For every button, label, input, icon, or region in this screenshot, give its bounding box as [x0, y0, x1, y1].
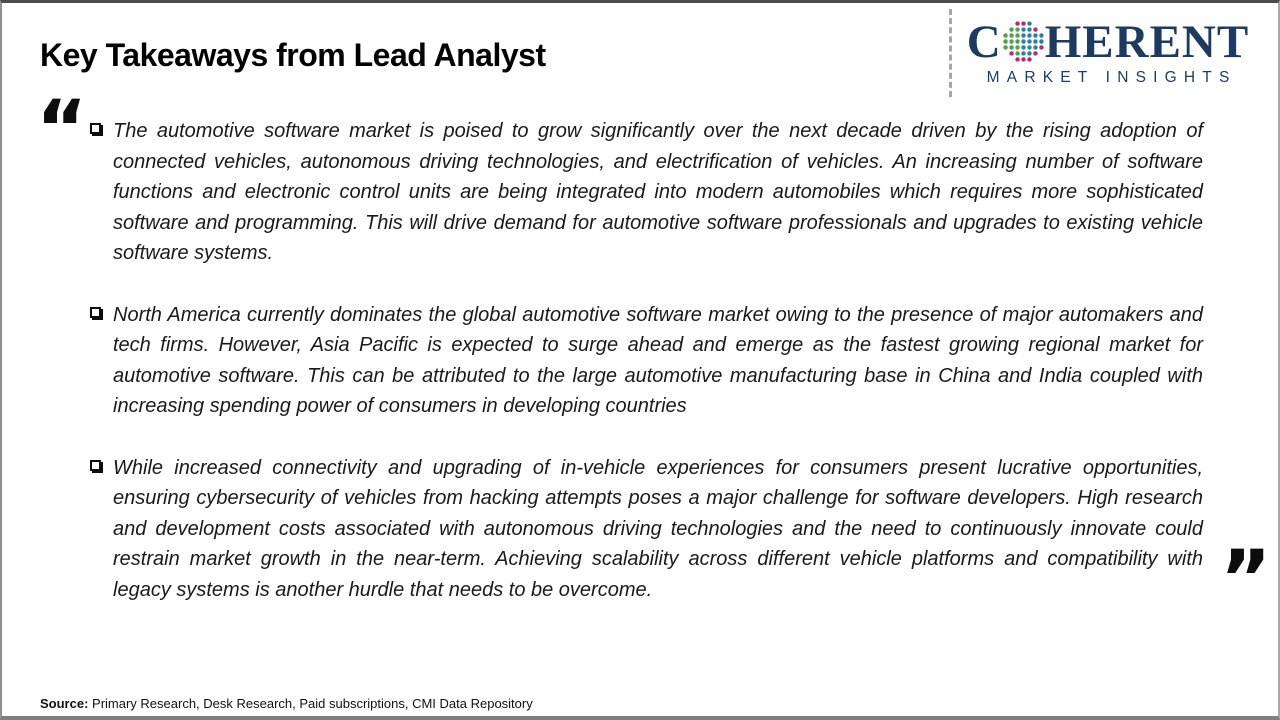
brand-tagline: MARKET INSIGHTS	[986, 69, 1237, 86]
source-line	[40, 696, 533, 711]
open-quote-icon: “	[36, 85, 88, 175]
checkbox-bullet-icon	[90, 460, 101, 471]
page-title: Key Takeaways from Lead Analyst	[40, 37, 546, 73]
brand-letter-c: C	[966, 16, 1002, 68]
brand-logo	[960, 16, 1256, 87]
source-text: Primary Research, Desk Research, Paid subscriptions, CMI Data Repository	[88, 696, 533, 711]
takeaways-list	[90, 116, 1203, 636]
bullet-text: While increased connectivity and upgrading of in-vehicle experiences for consumers present lucrative opportunities, ensuring cybersecurity of vehicles from hacking attempts poses a major challenge for software developers. High research and development costs associated with autonomous driving technologies and the need to continuously innovate could restrain market growth in the near-term. Achieving scalability across different vehicle platforms and compatibility with legacy systems is another hurdle that needs to be overcome.	[113, 456, 1203, 601]
bullet-text: North America currently dominates the global automotive software market owing to the presence of major automakers and tech firms. However, Asia Pacific is expected to surge ahead and emerge as the fastest growing regional market for automotive software. This can be attributed to the large automotive manufacturing base in China and India coupled with increasing spending power of consumers in developing countries	[113, 303, 1203, 417]
source-label: Source:	[40, 696, 89, 711]
brand-wordmark	[966, 16, 1250, 68]
checkbox-bullet-icon	[90, 307, 101, 318]
dotted-globe-icon	[1003, 21, 1044, 62]
list-item	[90, 116, 1203, 269]
logo-divider	[949, 9, 952, 97]
close-quote-icon: ”	[1220, 535, 1272, 625]
list-item	[90, 453, 1203, 606]
list-item	[90, 300, 1203, 422]
brand-letters-rest: HERENT	[1044, 16, 1250, 68]
bullet-text: The automotive software market is poised to grow significantly over the next decade driven by the rising adoption of connected vehicles, autonomous driving technologies, and electrification of vehicles. An increasing number of software functions and electronic control units are being integrated into modern automobiles which requires more sophisticated software and programming. This will drive demand for automotive software professionals and upgrades to existing vehicle software systems.	[113, 120, 1203, 264]
checkbox-bullet-icon	[90, 123, 101, 134]
